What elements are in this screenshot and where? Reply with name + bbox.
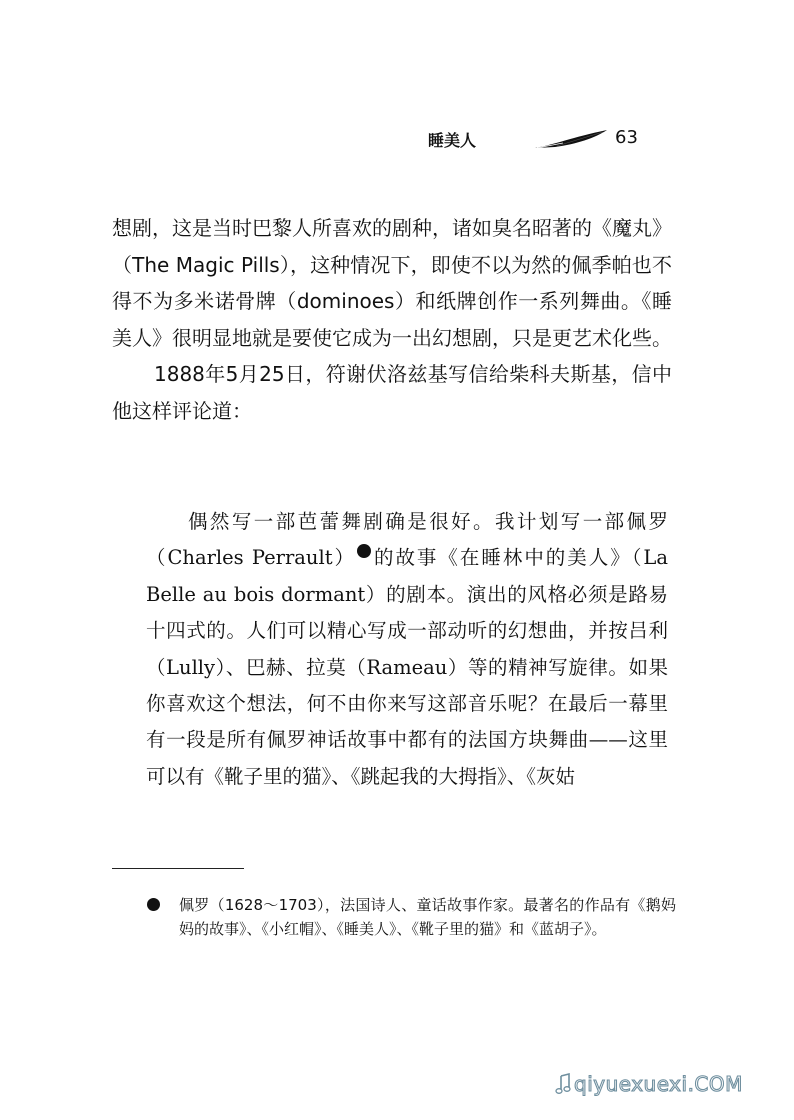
- quote-text: 的故事《在睡林中的美人》（La Belle au bois dormant）的剧本。演出的风格必须是路易十四式的。人们可以精心写成一部动听的幻想曲，并按吕利（Lully）、巴赫、拉莫（Rameau）等的精神写旋律。如果你喜欢这个想法，何不由你来写这部音乐呢？在最后一幕里有一段是所有佩罗神话故事中都有的法国方块舞曲——这里可以有《靴子里的猫》、《跳起我的大拇指》、《灰姑: [146, 546, 668, 788]
- footnote-text: 佩罗（1628～1703），法国诗人、童话故事作家。最著名的作品有《鹅妈妈的故事》、《小红帽》、《睡美人》、《靴子里的猫》和《蓝胡子》。: [179, 896, 676, 938]
- music-note-icon: [555, 1073, 571, 1095]
- watermark-text: qiyuexuexi.COM: [574, 1072, 743, 1096]
- running-header: [428, 126, 648, 156]
- block-quote: [146, 504, 668, 795]
- footnote: [148, 894, 676, 941]
- quote-paragraph: [146, 504, 668, 795]
- quote-text: 偶然写一部芭蕾舞剧确是很好。我计划写一部佩罗（Charles Perrault）: [146, 510, 668, 570]
- body-paragraph: 想剧，这是当时巴黎人所喜欢的剧种，诸如臭名昭著的《魔丸》（The Magic Pills），这种情况下，即使不以为然的佩季帕也不得不为多米诺骨牌（dominoes）和纸牌创作一系列舞曲。《睡美人》很明显地就是要使它成为一出幻想剧，只是更艺术化些。: [112, 216, 672, 350]
- watermark: [555, 1072, 785, 1108]
- footnote-marker-icon: [147, 898, 160, 911]
- quill-ornament-icon: [533, 128, 613, 150]
- footnote-divider: [112, 868, 244, 869]
- page-number: 63: [615, 127, 638, 148]
- running-title: 睡美人: [428, 131, 477, 150]
- body-paragraph: 1888年5月25日，符谢伏洛兹基写信给柴科夫斯基，信中他这样评论道：: [112, 362, 672, 423]
- footnote-ref-icon[interactable]: [357, 544, 371, 558]
- body-text: [112, 210, 672, 429]
